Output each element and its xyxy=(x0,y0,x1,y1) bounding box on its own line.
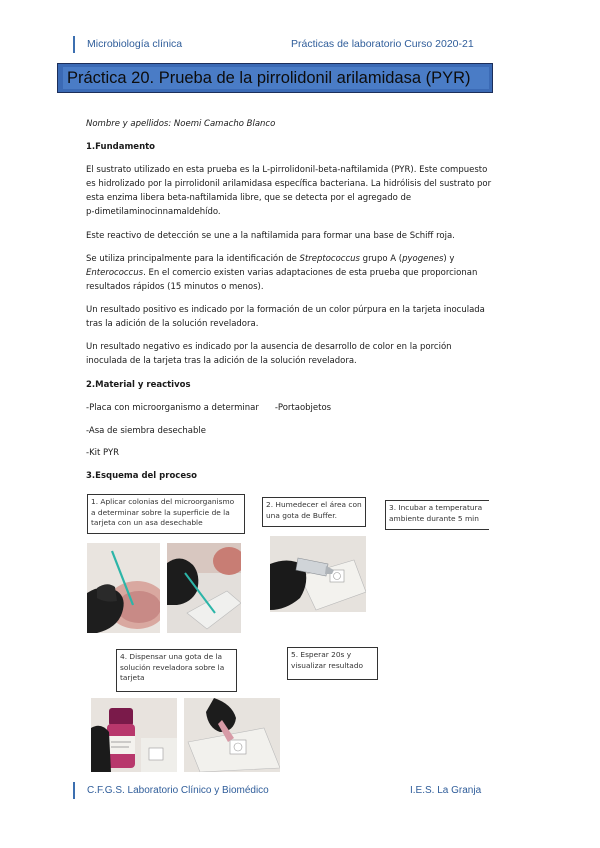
footer-school: I.E.S. La Granja xyxy=(410,785,482,796)
step-4-box: 4. Dispensar una gota de la solución reveladora sobre la tarjeta xyxy=(116,649,237,692)
header-course: Microbiología clínica xyxy=(87,38,183,50)
page-title: Práctica 20. Prueba de la pirrolidonil arilamidasa (PYR) xyxy=(67,69,471,87)
step-2-box: 2. Humedecer el área con una gota de Buffer. xyxy=(262,497,366,527)
paragraph-fundamento-3: Se utiliza principalmente para la identificación de Streptococcus grupo A (pyogenes) y Enterococcus. En el comercio existen varias adaptaciones de esta prueba que proporcionan resultados rápidos (15 minutos o menos). xyxy=(86,254,478,292)
section-heading-esquema: 3.Esquema del proceso xyxy=(86,471,198,481)
author-line: Nombre y apellidos: Noemi Camacho Blanco xyxy=(86,119,276,129)
header-accent-bar xyxy=(73,36,75,53)
step-1-box: 1. Aplicar colonias del microorganismo a determinar sobre la superficie de la tarjeta con un asa desechable xyxy=(87,494,245,534)
paragraph-fundamento-2: Este reactivo de detección se une a la naftilamida para formar una base de Schiff roja. xyxy=(86,231,455,241)
step-1-photo-a xyxy=(87,543,160,633)
paragraph-fundamento-5: Un resultado negativo es indicado por la ausencia de desarrollo de color en la porción inoculada de la tarjeta tras la adición de la solución reveladora. xyxy=(86,342,452,366)
footer-accent-bar xyxy=(73,782,75,799)
step-3-box: 3. Incubar a temperatura ambiente durante 5 min xyxy=(385,500,489,530)
header-practice-year: Prácticas de laboratorio Curso 2020-21 xyxy=(291,38,474,50)
paragraph-fundamento-4: Un resultado positivo es indicado por la formación de un color púrpura en la tarjeta inoculada tras la adición de la solución reveladora. xyxy=(86,305,485,329)
material-item-asa: -Asa de siembra desechable xyxy=(86,426,207,436)
step-2-photo xyxy=(270,536,366,612)
footer-program: C.F.G.S. Laboratorio Clínico y Biomédico xyxy=(87,785,269,796)
step-4-photo-b xyxy=(184,698,280,772)
step-5-box: 5. Esperar 20s y visualizar resultado xyxy=(287,647,378,680)
section-heading-material: 2.Material y reactivos xyxy=(86,380,191,390)
step-4-photo-a xyxy=(91,698,177,772)
step-1-photo-b xyxy=(167,543,241,633)
title-banner xyxy=(57,63,493,93)
material-item-kit: -Kit PYR xyxy=(86,448,120,458)
material-item-placa: -Placa con microorganismo a determinar -Portaobjetos xyxy=(86,403,332,413)
paragraph-fundamento-1: El sustrato utilizado en esta prueba es la L-pirrolidonil-beta-naftilamida (PYR). Este compuesto es hidrolizado por la pirrolidonil arilamidasa específica bacteriana. La hidrólisis del sustrato por esta enzima libera beta-naftilamida libre, que se detecta por el agregado de p-dimetilaminocinnamaldehído. xyxy=(86,165,492,217)
material-item-portaobjetos: -Portaobjetos xyxy=(274,403,332,413)
section-heading-fundamento: 1.Fundamento xyxy=(86,142,156,152)
